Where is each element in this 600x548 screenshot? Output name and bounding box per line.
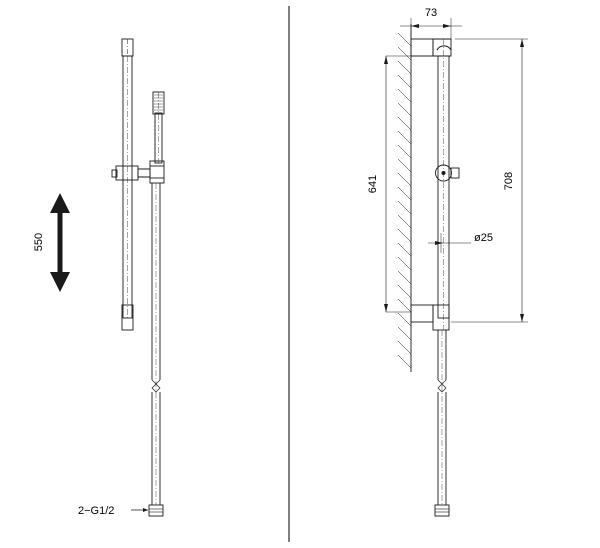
side-holder-arm — [451, 168, 459, 178]
side-bottom-wall-bracket — [411, 305, 433, 322]
front-view — [50, 39, 164, 516]
holder-arm — [138, 169, 150, 177]
wall-hatch — [398, 33, 411, 368]
side-hose-nut — [435, 505, 449, 516]
dim-708-arrow-top — [520, 39, 524, 47]
hand-shower-cradle — [150, 161, 164, 183]
travel-arrow-head-down — [50, 272, 70, 292]
dia-leader-arrow — [435, 241, 443, 245]
side-hose-break-left — [438, 380, 442, 392]
dim-label-thread-callout: 2−G1/2 — [78, 505, 115, 517]
side-bottom-bracket — [433, 305, 449, 330]
dim-73-arrow-left — [411, 24, 419, 28]
hose-break-right — [156, 380, 160, 392]
hose-break-left — [152, 380, 156, 392]
travel-arrow-head-up — [50, 193, 70, 213]
side-hose-break-right — [442, 380, 446, 392]
dim-641-arrow-top — [384, 56, 388, 64]
dim-label-overall-height: 708 — [503, 171, 515, 191]
side-outlet-curve — [437, 46, 451, 50]
slide-holder — [116, 166, 138, 180]
dim-label-slide-travel: 550 — [33, 232, 45, 252]
dim-label-wall-offset: 73 — [424, 7, 438, 19]
dim-label-bar-length: 641 — [367, 174, 379, 194]
side-top-bracket — [411, 39, 433, 56]
side-holder-pivot — [442, 171, 446, 175]
hose-connection-nut — [149, 505, 163, 516]
dim-73-arrow-right — [443, 24, 451, 28]
side-view — [384, 18, 528, 516]
dim-641-arrow-bottom — [384, 304, 388, 312]
thread-leader-arrow — [143, 508, 148, 512]
dim-708-arrow-bottom — [520, 314, 524, 322]
dim-label-handle-diameter: ø25 — [474, 232, 493, 244]
